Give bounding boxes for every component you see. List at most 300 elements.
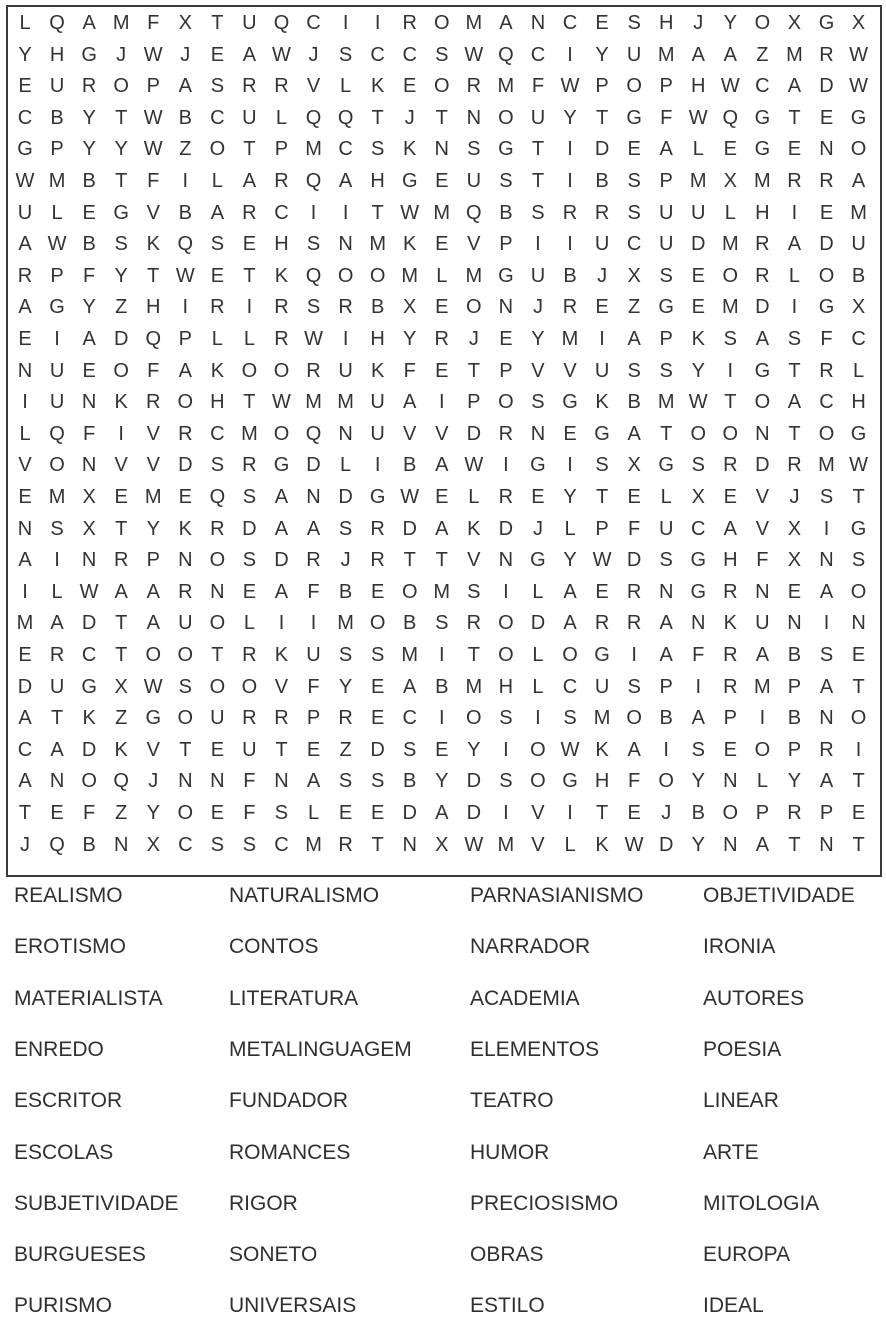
grid-letter[interactable]: G [498, 264, 514, 287]
grid-letter[interactable]: L [564, 833, 576, 856]
grid-letter[interactable]: M [497, 75, 515, 98]
grid-letter[interactable]: T [50, 707, 64, 730]
grid-letter[interactable]: R [466, 75, 482, 98]
grid-letter[interactable]: K [114, 738, 128, 761]
grid-letter[interactable]: T [660, 422, 673, 445]
grid-letter[interactable]: M [721, 233, 739, 256]
grid-letter[interactable]: G [273, 454, 290, 477]
grid-letter[interactable]: Z [115, 802, 128, 824]
grid-letter[interactable]: Q [145, 328, 162, 350]
grid-letter[interactable]: A [274, 580, 289, 603]
grid-letter[interactable]: G [850, 517, 867, 540]
grid-letter[interactable]: S [563, 707, 577, 730]
grid-letter[interactable]: O [818, 422, 835, 445]
grid-letter[interactable]: E [242, 233, 257, 256]
grid-letter[interactable]: Q [49, 422, 65, 445]
grid-letter[interactable]: B [338, 580, 353, 603]
grid-letter[interactable]: P [819, 802, 834, 824]
grid-letter[interactable]: O [690, 422, 707, 445]
grid-letter[interactable]: S [370, 138, 385, 161]
grid-letter[interactable]: R [146, 391, 161, 414]
grid-letter[interactable]: Y [595, 43, 609, 66]
grid-letter[interactable]: U [691, 201, 706, 224]
grid-letter[interactable]: H [49, 43, 65, 66]
grid-letter[interactable]: T [531, 138, 545, 161]
grid-letter[interactable]: B [82, 170, 96, 192]
grid-letter[interactable]: V [146, 422, 160, 445]
grid-letter[interactable]: E [178, 486, 192, 508]
grid-letter[interactable]: V [18, 454, 32, 477]
grid-letter[interactable]: L [788, 264, 800, 287]
grid-letter[interactable]: K [595, 391, 609, 414]
grid-letter[interactable]: V [467, 549, 481, 572]
grid-letter[interactable]: B [595, 170, 609, 192]
grid-letter[interactable]: H [691, 75, 706, 98]
grid-letter[interactable]: I [567, 138, 573, 161]
grid-letter[interactable]: S [210, 454, 225, 477]
grid-letter[interactable]: I [278, 612, 285, 635]
grid-letter[interactable]: U [49, 75, 65, 98]
grid-letter[interactable]: C [755, 75, 770, 98]
grid-letter[interactable]: P [595, 75, 609, 98]
grid-letter[interactable]: I [310, 201, 317, 224]
grid-letter[interactable]: C [178, 833, 193, 856]
grid-letter[interactable]: X [691, 486, 705, 508]
grid-letter[interactable]: B [403, 770, 417, 793]
grid-letter[interactable]: G [754, 138, 771, 161]
grid-letter[interactable]: D [755, 296, 770, 319]
grid-letter[interactable]: H [370, 328, 385, 350]
grid-letter[interactable]: M [241, 422, 258, 445]
grid-letter[interactable]: A [499, 12, 513, 34]
grid-letter[interactable]: K [691, 328, 705, 350]
grid-letter[interactable]: R [81, 75, 97, 98]
grid-letter[interactable]: D [498, 517, 514, 540]
grid-letter[interactable]: C [17, 738, 33, 761]
grid-letter[interactable]: C [274, 833, 289, 856]
grid-letter[interactable]: W [400, 486, 420, 508]
grid-letter[interactable]: N [498, 549, 514, 572]
grid-letter[interactable]: W [143, 675, 163, 698]
grid-letter[interactable]: C [370, 43, 385, 66]
grid-letter[interactable]: X [403, 296, 417, 319]
grid-letter[interactable]: D [466, 770, 482, 793]
grid-letter[interactable]: F [756, 549, 769, 572]
grid-letter[interactable]: A [659, 138, 673, 161]
grid-letter[interactable]: F [83, 422, 96, 445]
grid-letter[interactable]: R [498, 422, 514, 445]
grid-letter[interactable]: C [306, 12, 321, 34]
grid-letter[interactable]: S [403, 738, 417, 761]
grid-letter[interactable]: F [531, 75, 545, 98]
grid-letter[interactable]: I [855, 738, 862, 761]
grid-letter[interactable]: O [722, 802, 739, 824]
grid-letter[interactable]: L [532, 675, 544, 698]
grid-letter[interactable]: E [723, 486, 737, 508]
grid-letter[interactable]: Z [339, 738, 352, 761]
grid-letter[interactable]: L [532, 580, 544, 603]
grid-letter[interactable]: E [819, 201, 834, 224]
grid-letter[interactable]: T [788, 359, 801, 382]
grid-letter[interactable]: O [850, 138, 867, 161]
grid-letter[interactable]: O [722, 422, 739, 445]
grid-letter[interactable]: W [15, 170, 35, 192]
grid-letter[interactable]: O [177, 391, 194, 414]
grid-letter[interactable]: A [18, 707, 32, 730]
grid-letter[interactable]: S [338, 517, 353, 540]
grid-letter[interactable]: W [688, 391, 708, 414]
grid-letter[interactable]: A [627, 422, 641, 445]
grid-letter[interactable]: S [178, 675, 192, 698]
grid-letter[interactable]: I [342, 201, 349, 224]
grid-letter[interactable]: X [851, 12, 866, 34]
grid-letter[interactable]: O [626, 75, 642, 98]
grid-letter[interactable]: A [338, 170, 353, 192]
grid-letter[interactable]: P [659, 170, 673, 192]
grid-letter[interactable]: O [466, 707, 482, 730]
grid-letter[interactable]: S [435, 612, 449, 635]
grid-letter[interactable]: M [305, 138, 322, 161]
grid-letter[interactable]: M [433, 201, 451, 224]
grid-letter[interactable]: F [307, 675, 320, 698]
grid-letter[interactable]: R [626, 580, 642, 603]
grid-letter[interactable]: W [464, 833, 484, 856]
grid-letter[interactable]: P [467, 391, 481, 414]
grid-letter[interactable]: R [787, 802, 802, 824]
grid-letter[interactable]: G [818, 296, 835, 319]
grid-letter[interactable]: K [274, 644, 289, 666]
grid-letter[interactable]: O [49, 454, 65, 477]
grid-letter[interactable]: W [560, 738, 580, 761]
grid-letter[interactable]: M [721, 296, 739, 319]
grid-letter[interactable]: R [819, 738, 834, 761]
grid-letter[interactable]: E [370, 580, 385, 603]
grid-letter[interactable]: O [850, 707, 867, 730]
grid-letter[interactable]: A [18, 233, 32, 256]
grid-letter[interactable]: S [210, 75, 225, 98]
grid-letter[interactable]: M [754, 675, 771, 698]
grid-letter[interactable]: J [789, 486, 800, 508]
grid-letter[interactable]: T [371, 106, 384, 129]
grid-letter[interactable]: S [435, 43, 449, 66]
grid-letter[interactable]: G [594, 644, 610, 666]
grid-letter[interactable]: Y [114, 138, 128, 161]
grid-letter[interactable]: V [531, 802, 545, 824]
grid-letter[interactable]: R [594, 612, 610, 635]
grid-letter[interactable]: S [595, 454, 609, 477]
grid-letter[interactable]: N [81, 549, 97, 572]
grid-letter[interactable]: T [788, 833, 801, 856]
grid-letter[interactable]: X [627, 454, 641, 477]
grid-letter[interactable]: L [19, 12, 31, 34]
grid-letter[interactable]: X [82, 486, 96, 508]
grid-letter[interactable]: N [723, 833, 738, 856]
grid-letter[interactable]: E [18, 644, 32, 666]
grid-letter[interactable]: M [657, 43, 675, 66]
grid-letter[interactable]: A [627, 328, 641, 350]
grid-letter[interactable]: Y [403, 328, 417, 350]
grid-letter[interactable]: G [113, 201, 129, 224]
grid-letter[interactable]: S [627, 12, 641, 34]
grid-letter[interactable]: A [851, 170, 866, 192]
grid-letter[interactable]: T [275, 738, 288, 761]
grid-letter[interactable]: O [818, 264, 835, 287]
grid-letter[interactable]: W [272, 391, 291, 414]
grid-letter[interactable]: S [627, 359, 641, 382]
grid-letter[interactable]: M [433, 580, 451, 603]
grid-letter[interactable]: R [113, 549, 129, 572]
grid-letter[interactable]: D [819, 75, 834, 98]
grid-letter[interactable]: S [691, 454, 705, 477]
grid-letter[interactable]: E [435, 233, 449, 256]
grid-letter[interactable]: Z [115, 707, 128, 730]
grid-letter[interactable]: Z [628, 296, 641, 319]
grid-letter[interactable]: U [658, 201, 674, 224]
grid-letter[interactable]: J [661, 802, 672, 824]
grid-letter[interactable]: O [209, 612, 226, 635]
grid-letter[interactable]: G [626, 106, 642, 129]
grid-letter[interactable]: E [787, 138, 802, 161]
grid-letter[interactable]: K [274, 264, 289, 287]
grid-letter[interactable]: G [401, 170, 418, 192]
grid-letter[interactable]: E [627, 802, 641, 824]
grid-letter[interactable]: T [147, 264, 160, 287]
grid-letter[interactable]: O [498, 106, 514, 129]
grid-letter[interactable]: G [690, 580, 707, 603]
grid-letter[interactable]: Z [179, 138, 192, 161]
grid-letter[interactable]: A [50, 738, 64, 761]
grid-letter[interactable]: V [114, 454, 128, 477]
grid-letter[interactable]: J [340, 549, 351, 572]
grid-letter[interactable]: G [562, 770, 578, 793]
grid-letter[interactable]: E [627, 486, 641, 508]
grid-letter[interactable]: W [849, 454, 868, 477]
grid-letter[interactable]: L [340, 454, 352, 477]
grid-letter[interactable]: I [727, 359, 734, 382]
grid-letter[interactable]: B [82, 233, 96, 256]
grid-letter[interactable]: D [178, 454, 193, 477]
grid-letter[interactable]: P [499, 359, 513, 382]
grid-letter[interactable]: C [210, 422, 225, 445]
grid-letter[interactable]: T [435, 106, 448, 129]
grid-letter[interactable]: M [561, 328, 579, 350]
grid-letter[interactable]: H [755, 201, 770, 224]
grid-letter[interactable]: L [243, 612, 255, 635]
grid-letter[interactable]: X [723, 170, 737, 192]
grid-letter[interactable]: K [595, 738, 609, 761]
grid-letter[interactable]: P [499, 233, 513, 256]
grid-letter[interactable]: T [852, 675, 865, 698]
grid-letter[interactable]: O [433, 75, 450, 98]
grid-letter[interactable]: W [560, 75, 580, 98]
grid-letter[interactable]: R [755, 233, 770, 256]
grid-letter[interactable]: C [402, 43, 417, 66]
grid-letter[interactable]: A [403, 391, 417, 414]
grid-letter[interactable]: B [499, 201, 513, 224]
grid-letter[interactable]: R [498, 486, 514, 508]
grid-letter[interactable]: A [242, 43, 257, 66]
grid-letter[interactable]: H [594, 770, 610, 793]
grid-letter[interactable]: I [759, 707, 766, 730]
grid-letter[interactable]: O [754, 391, 771, 414]
grid-letter[interactable]: I [823, 612, 830, 635]
grid-letter[interactable]: Y [146, 517, 160, 540]
grid-letter[interactable]: L [724, 201, 736, 224]
grid-letter[interactable]: O [754, 12, 771, 34]
grid-letter[interactable]: U [370, 391, 385, 414]
grid-letter[interactable]: C [338, 138, 353, 161]
grid-letter[interactable]: H [723, 549, 738, 572]
grid-letter[interactable]: E [18, 328, 32, 350]
grid-letter[interactable]: B [435, 675, 449, 698]
grid-letter[interactable]: S [787, 328, 802, 350]
grid-letter[interactable]: E [595, 580, 609, 603]
grid-letter[interactable]: A [178, 359, 192, 382]
grid-letter[interactable]: F [628, 517, 641, 540]
grid-letter[interactable]: W [143, 106, 163, 129]
grid-letter[interactable]: O [626, 707, 642, 730]
grid-letter[interactable]: K [723, 612, 737, 635]
grid-letter[interactable]: R [723, 675, 738, 698]
grid-letter[interactable]: O [273, 422, 290, 445]
grid-letter[interactable]: M [657, 391, 675, 414]
grid-letter[interactable]: E [723, 138, 737, 161]
grid-letter[interactable]: D [466, 422, 482, 445]
grid-letter[interactable]: C [626, 233, 642, 256]
grid-letter[interactable]: I [22, 391, 28, 414]
grid-letter[interactable]: U [530, 264, 546, 287]
grid-letter[interactable]: W [464, 454, 484, 477]
grid-letter[interactable]: W [849, 43, 868, 66]
grid-letter[interactable]: R [819, 170, 834, 192]
grid-letter[interactable]: E [819, 106, 834, 129]
grid-letter[interactable]: N [81, 454, 97, 477]
grid-letter[interactable]: R [402, 12, 417, 34]
grid-letter[interactable]: R [306, 359, 321, 382]
grid-letter[interactable]: D [113, 328, 129, 350]
grid-letter[interactable]: F [820, 328, 833, 350]
grid-letter[interactable]: B [82, 833, 96, 856]
grid-letter[interactable]: E [18, 75, 32, 98]
grid-letter[interactable]: N [691, 612, 706, 635]
grid-letter[interactable]: M [754, 170, 771, 192]
grid-letter[interactable]: F [628, 770, 641, 793]
grid-letter[interactable]: Q [209, 486, 226, 508]
grid-letter[interactable]: F [83, 264, 96, 287]
grid-letter[interactable]: F [307, 580, 320, 603]
grid-letter[interactable]: M [593, 707, 611, 730]
grid-letter[interactable]: A [819, 770, 834, 793]
grid-letter[interactable]: G [49, 296, 65, 319]
grid-letter[interactable]: S [210, 233, 225, 256]
grid-letter[interactable]: R [562, 201, 578, 224]
grid-letter[interactable]: N [434, 138, 449, 161]
grid-letter[interactable]: A [18, 296, 32, 319]
grid-letter[interactable]: R [819, 359, 834, 382]
grid-letter[interactable]: U [594, 359, 610, 382]
grid-letter[interactable]: Q [305, 106, 322, 129]
grid-letter[interactable]: H [658, 12, 674, 34]
grid-letter[interactable]: S [242, 833, 257, 856]
grid-letter[interactable]: S [659, 549, 673, 572]
grid-letter[interactable]: M [144, 486, 162, 508]
grid-letter[interactable]: H [851, 391, 866, 414]
grid-letter[interactable]: X [787, 12, 802, 34]
grid-letter[interactable]: S [467, 580, 481, 603]
grid-letter[interactable]: I [631, 644, 637, 666]
grid-letter[interactable]: U [530, 106, 546, 129]
grid-letter[interactable]: R [787, 454, 802, 477]
grid-letter[interactable]: N [851, 612, 866, 635]
grid-letter[interactable]: K [595, 833, 609, 856]
grid-letter[interactable]: U [594, 233, 610, 256]
grid-letter[interactable]: I [438, 707, 445, 730]
grid-letter[interactable]: B [403, 612, 417, 635]
grid-letter[interactable]: T [243, 138, 256, 161]
grid-letter[interactable]: K [82, 707, 96, 730]
grid-letter[interactable]: X [851, 296, 866, 319]
grid-letter[interactable]: L [307, 802, 320, 824]
grid-letter[interactable]: E [595, 12, 609, 34]
grid-letter[interactable]: B [659, 707, 673, 730]
grid-letter[interactable]: R [562, 296, 578, 319]
grid-letter[interactable]: J [116, 43, 127, 66]
grid-letter[interactable]: S [531, 391, 545, 414]
grid-letter[interactable]: T [371, 201, 384, 224]
grid-letter[interactable]: L [532, 644, 544, 666]
grid-letter[interactable]: E [210, 264, 225, 287]
grid-letter[interactable]: I [567, 454, 573, 477]
grid-letter[interactable]: O [177, 644, 194, 666]
grid-letter[interactable]: I [182, 170, 189, 192]
grid-letter[interactable]: L [51, 201, 63, 224]
grid-letter[interactable]: G [594, 422, 610, 445]
grid-letter[interactable]: H [146, 296, 161, 319]
grid-letter[interactable]: Q [177, 233, 194, 256]
grid-letter[interactable]: R [17, 264, 33, 287]
grid-letter[interactable]: I [342, 12, 349, 34]
grid-letter[interactable]: P [595, 517, 609, 540]
grid-letter[interactable]: W [272, 43, 291, 66]
grid-letter[interactable]: L [468, 486, 480, 508]
grid-letter[interactable]: N [466, 106, 482, 129]
grid-letter[interactable]: R [466, 612, 482, 635]
grid-letter[interactable]: S [242, 486, 257, 508]
grid-letter[interactable]: Y [787, 770, 802, 793]
grid-letter[interactable]: T [243, 264, 256, 287]
grid-letter[interactable]: J [693, 12, 704, 34]
grid-letter[interactable]: I [663, 738, 669, 761]
grid-letter[interactable]: G [658, 296, 674, 319]
grid-letter[interactable]: N [274, 770, 289, 793]
grid-letter[interactable]: A [274, 486, 289, 508]
grid-letter[interactable]: A [306, 517, 321, 540]
grid-letter[interactable]: E [851, 802, 866, 824]
grid-letter[interactable]: Q [49, 12, 65, 34]
grid-letter[interactable]: Z [115, 296, 128, 319]
grid-letter[interactable]: A [50, 612, 64, 635]
grid-letter[interactable]: G [850, 106, 867, 129]
grid-letter[interactable]: P [659, 75, 673, 98]
grid-letter[interactable]: P [274, 138, 289, 161]
grid-letter[interactable]: R [338, 833, 353, 856]
grid-letter[interactable]: O [369, 264, 386, 287]
grid-letter[interactable]: E [531, 486, 545, 508]
grid-letter[interactable]: X [435, 833, 449, 856]
grid-letter[interactable]: S [274, 802, 289, 824]
grid-letter[interactable]: R [819, 43, 834, 66]
grid-letter[interactable]: K [403, 138, 417, 161]
